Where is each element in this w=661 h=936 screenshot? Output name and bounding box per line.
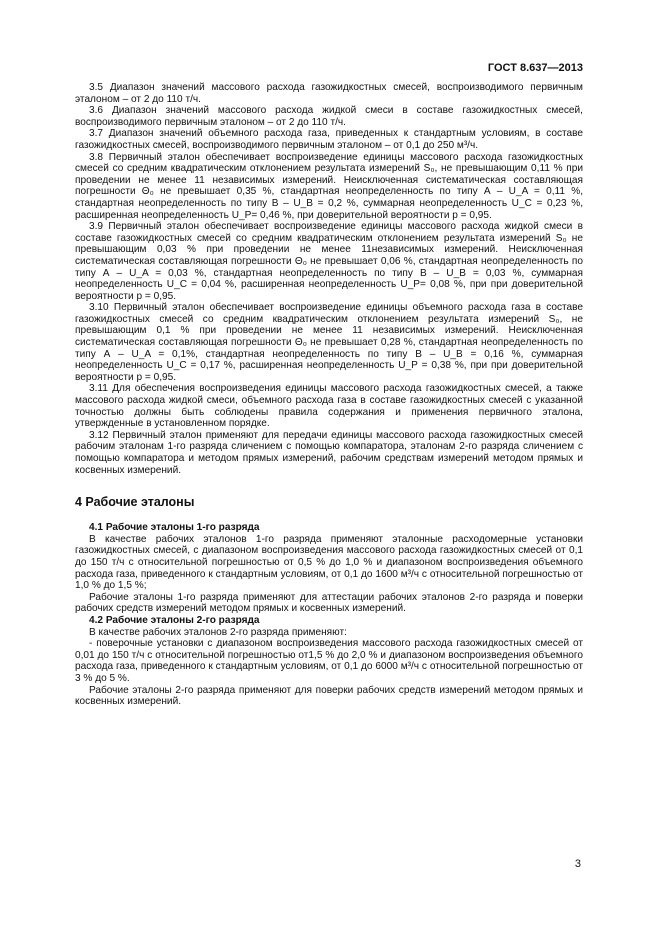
subsection-4-2-heading: 4.2 Рабочие эталоны 2-го разряда: [89, 614, 260, 626]
document-body: [75, 82, 583, 708]
paragraph-3-5: 3.5 Диапазон значений массового расхода газожидкостных смесей, воспроизводимого первичным эталоном – от 2 до 110 т/ч.: [75, 82, 583, 105]
paragraph-3-8: 3.8 Первичный эталон обеспечивает воспроизведение единицы массового расхода газожидкостных смесей со средним квадратическим отклонением результата измерений S₀, не превышающим 0,11 % при проведении не менее 11 независимых измерений. Неисключенная систематическая составляющая погрешности Θ₀ не превышает 0,35 %, стандартная неопределенность по типу А – U_A = 0,11 %, стандартная неопределенность по типу В – U_B = 0,2 %, суммарная неопределенность U_C = 0,23 %, расширенная неопределенность U_P= 0,46 %, при доверительной вероятности р = 0,95.: [75, 151, 583, 221]
paragraph-4-2-a: В качестве рабочих эталонов 2-го разряда применяют:: [89, 626, 347, 638]
paragraph-3-6: 3.6 Диапазон значений массового расхода жидкой смеси в составе газожидкостных смесей, воспроизводимого первичным эталоном – от 2 до 110 т/ч.: [75, 105, 583, 128]
paragraph-4-2-c: Рабочие эталоны 2-го разряда применяют для поверки рабочих средств измерений методом прямых и косвенных измерений.: [75, 684, 583, 708]
standard-header: ГОСТ 8.637—2013: [487, 62, 583, 74]
paragraph-3-10: 3.10 Первичный эталон обеспечивает воспроизведение единицы объемного расхода газа в составе газожидкостных смесей со средним квадратическим отклонением результата измерений S₀, не превышающим 0,1 % при проведении не менее 11 независимых измерений. Неисключенная систематическая составляющая погрешности Θ₀ не превышает 0,28 %, стандартная неопределенность по типу А – U_A = 0,1%, стандартная неопределенность по типу В – U_B = 0,16 %, суммарная неопределенность U_C = 0,17 %, расширенная неопределенность U_P = 0,38 %, при при доверительной вероятности р = 0,95.: [75, 302, 583, 383]
paragraph-3-7: 3.7 Диапазон значений объемного расхода газа, приведенных к стандартным условиям, в составе газожидкостных смесей, воспроизводимого первичным эталоном – от 0,1 до 250 м³/ч.: [75, 128, 583, 151]
section-4-heading: 4 Рабочие эталоны: [75, 495, 195, 510]
page-number: 3: [574, 858, 581, 870]
paragraph-4-1-b: Рабочие эталоны 1-го разряда применяют для аттестации рабочих эталонов 2-го разряда и поверки рабочих средств измерений методом прямых и косвенных измерений.: [75, 591, 583, 615]
paragraph-3-9: 3.9 Первичный эталон обеспечивает воспроизведение единицы массового расхода жидкой смеси в составе газожидкостных смесей со средним квадратическим отклонением результата измерений S₀ не превышающим 0,03 % при проведении не менее 11независимых измерений. Неисключенная систематическая составляющая погрешности Θ₀ не превышает 0,06 %, стандартная неопределенность по типу А – U_A = 0,03 %, стандартная неопределенность по типу В – U_B = 0,03 %, суммарная неопределенность U_C = 0,04 %, расширенная неопределенность U_P= 0,08 %, при при доверительной вероятности р = 0,95.: [75, 221, 583, 302]
subsection-4-1-heading: 4.1 Рабочие эталоны 1-го разряда: [89, 522, 260, 534]
paragraph-3-12: 3.12 Первичный эталон применяют для передачи единицы массового расхода газожидкостных смесей рабочим эталонам 1-го разряда сличением с помощью компаратора, эталонам 2-го разряда сличением с помощью компаратора и методом прямых измерений, рабочим средствам измерений методом прямых и косвенных измерений.: [75, 429, 583, 476]
paragraph-4-2-b: - поверочные установки с диапазоном воспроизведения массового расхода газожидкостных смесей от 0,01 до 150 т/ч с относительной погрешностью от1,5 % до 2,0 % и диапазоном воспроизведения объемного расхода газа, приведенного к стандартным условиям, от 0,1 до 6000 м³/ч с относительной погрешностью от 3 % до 5 %.: [75, 638, 583, 684]
paragraph-3-11: 3.11 Для обеспечения воспроизведения единицы массового расхода газожидкостных смесей, а также массового расхода жидкой смеси, объемного расхода газа в составе газожидкостных смесей с указанной точностью должны быть соблюдены правила содержания и применения первичного эталона, утвержденные в установленном порядке.: [75, 383, 583, 430]
paragraph-4-1-a: В качестве рабочих эталонов 1-го разряда применяют эталонные расходомерные установки газожидкостных смесей, с диапазоном воспроизведения массового расхода газожидкостных смесей от 0,1 до 150 т/ч с относительной погрешностью от 0,5 % до 1,0 % и диапазоном воспроизведения объемного расхода газа, приведенного к стандартным условиям, от 0,1 до 1600 м³/ч с относительной погрешностью от 1,0 % до 1,5 %;: [75, 533, 583, 592]
